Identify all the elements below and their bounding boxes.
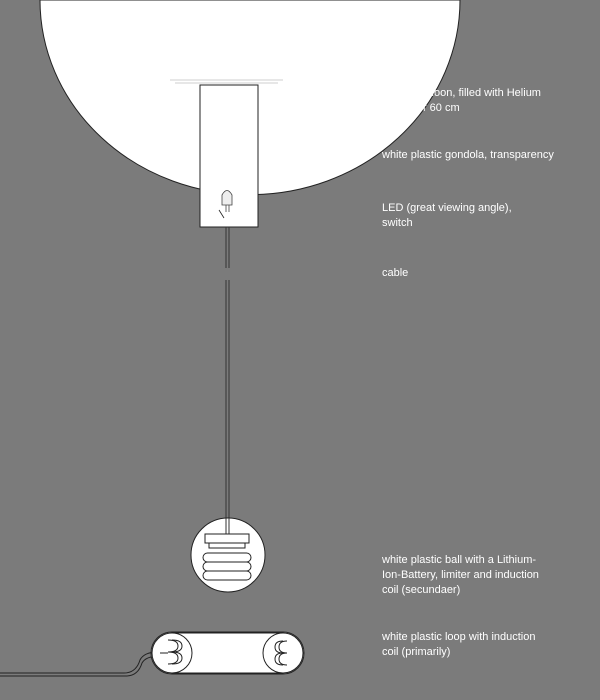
cable bbox=[226, 227, 229, 522]
label-balloon-line-2: Diameter 60 cm bbox=[382, 102, 460, 114]
label-ball-line-1: white plastic ball with a Lithium- bbox=[382, 554, 537, 566]
plastic-ball bbox=[191, 518, 265, 592]
label-balloon bbox=[382, 86, 592, 116]
label-ball-line-3: coil (secundaer) bbox=[382, 584, 461, 596]
label-led-line-1: LED (great viewing angle), bbox=[382, 202, 512, 214]
loop-cable bbox=[0, 652, 158, 673]
label-cable bbox=[382, 266, 592, 281]
label-gondola-line-1: white plastic gondola, transparency bbox=[382, 149, 554, 161]
label-loop bbox=[382, 630, 592, 660]
label-loop-line-1: white plastic loop with induction bbox=[382, 631, 536, 643]
label-loop-line-2: coil (primarily) bbox=[382, 646, 451, 658]
label-led-line-2: switch bbox=[382, 217, 413, 229]
label-ball bbox=[382, 553, 592, 598]
label-balloon-line-1: rubber balloon, filled with Helium bbox=[382, 87, 541, 99]
label-led bbox=[382, 201, 592, 231]
label-cable-line-1: cable bbox=[382, 267, 409, 279]
label-ball-line-2: Ion-Battery, limiter and induction bbox=[382, 569, 539, 581]
plastic-loop bbox=[151, 632, 304, 674]
label-gondola bbox=[382, 148, 592, 163]
